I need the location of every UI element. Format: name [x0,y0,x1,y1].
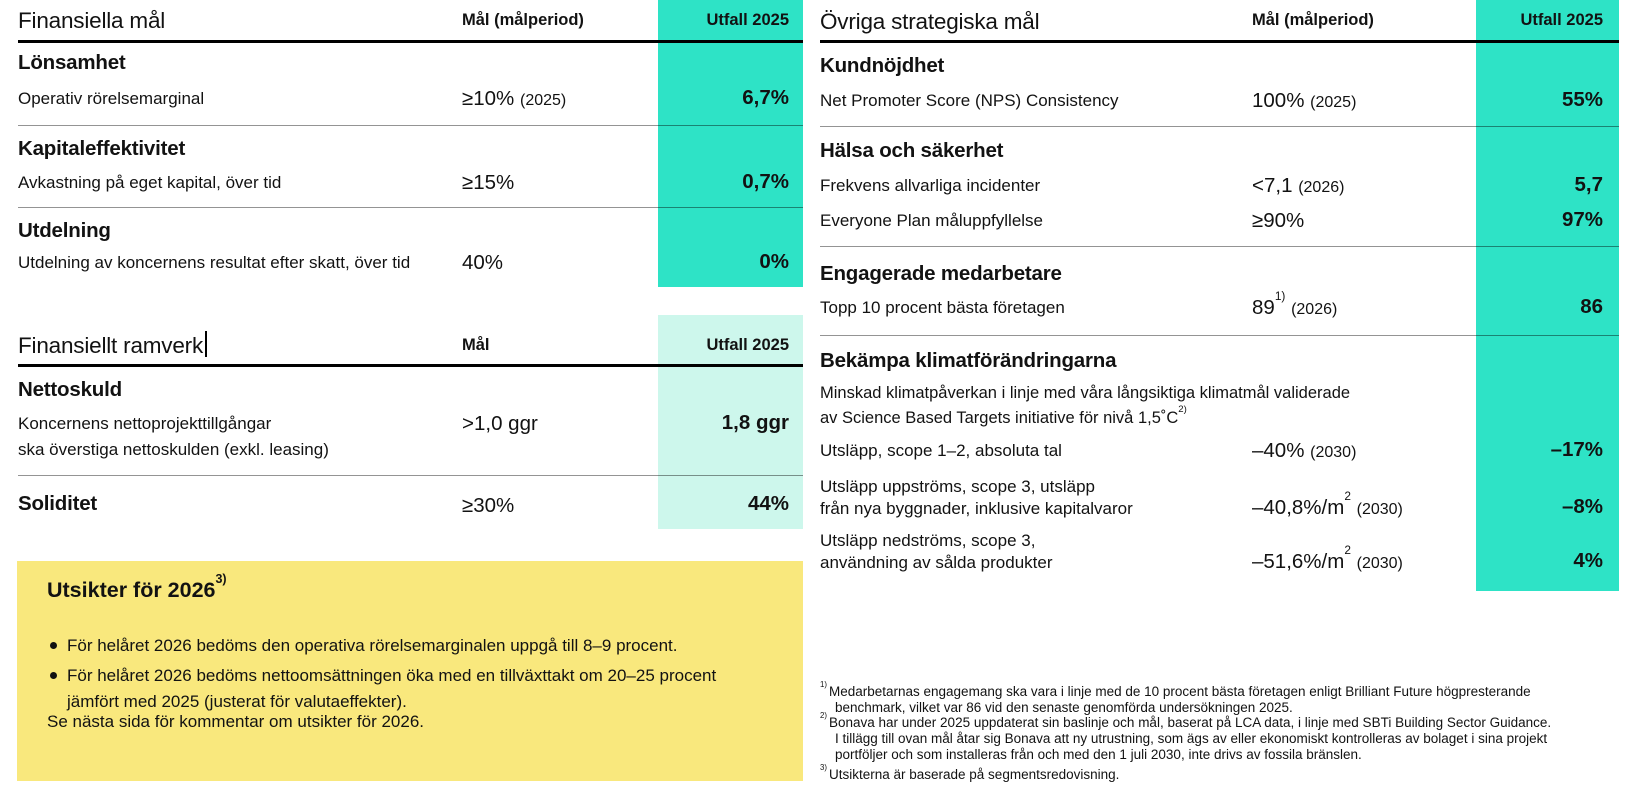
strategic-table-title: Övriga strategiska mål [820,9,1040,34]
outlook-footer: Se nästa sida för kommentar om utsikter för 2026. [47,712,425,731]
row-label: Avkastning på eget kapital, över tid [18,173,282,192]
row-goal: ≥90% [1252,209,1305,232]
row-outcome: –17% [1550,438,1603,461]
row-label-line1: Koncernens nettoprojekttillgångar [18,414,272,433]
row-outcome: 86 [1580,295,1603,318]
superscript-2: 2 [1344,489,1351,504]
financial-col-outcome: Utfall 2025 [706,11,789,29]
row-label-line2: från nya byggnader, inklusive kapitalvaror [820,499,1133,518]
strategic-col-goal: Mål (målperiod) [1252,11,1374,29]
row-goal: ≥30% [462,494,515,517]
row-label-line1: Utsläpp uppströms, scope 3, utsläpp [820,477,1095,496]
footnote-ref-3: 3) [215,571,227,586]
row-label: Utsläpp, scope 1–2, absoluta tal [820,441,1062,460]
row-subhead: Hälsa och säkerhet [820,139,1004,162]
row-label-line2: ska överstiga nettoskulden (exkl. leasing) [18,440,329,459]
row-label: Topp 10 procent bästa företagen [820,298,1065,317]
row-outcome: 4% [1573,549,1603,572]
framework-table-title[interactable]: Finansiellt ramverk [18,331,207,359]
row-goal: <7,1 (2026) [1252,174,1345,197]
row-label: Net Promoter Score (NPS) Consistency [820,91,1119,110]
footnote-ref-2: 2) [1178,403,1187,415]
row-goal: $-40,8\%/m^2$ (2030) [1252,489,1403,519]
row-separator [18,475,803,476]
row-goal: –40% (2030) [1252,439,1357,462]
strategic-col-outcome: Utfall 2025 [1520,11,1603,29]
row-outcome: 0,7% [742,170,789,193]
text-caret [205,331,207,357]
row-goal: >1,0 ggr [462,412,538,435]
row-subhead: Utdelning [18,219,111,242]
row-label-line1: Utsläpp nedströms, scope 3, [820,531,1036,550]
row-subhead: Kundnöjdhet [820,54,945,77]
footnote-marker: 3) [820,762,827,772]
row-subhead: Kapitaleffektivitet [18,137,186,160]
row-label: Everyone Plan måluppfyllelse [820,211,1044,230]
row-label: Utdelning av koncernens resultat efter skatt, över tid [18,253,411,272]
row-goal: 89$^{1)}$ (2026) [1252,289,1338,319]
financial-outcome-column-bg [658,0,803,287]
row-description-line1: Minskad klimatpåverkan i linje med våra långsiktiga klimatmål validerade [820,384,1351,402]
bullet-dot [50,642,57,649]
framework-col-outcome: Utfall 2025 [706,336,789,354]
outlook-bullet-1: För helåret 2026 bedöms den operativa rörelsemarginalen uppgå till 8–9 procent. [67,636,678,655]
footnote-marker: 1) [820,679,827,689]
footnote-ref-1: 1) [1274,289,1286,304]
financial-header-rule [18,40,803,43]
row-goal: ≥10% (2025) [462,87,567,110]
superscript-2: 2 [1344,543,1351,558]
row-separator [820,246,1619,247]
bullet-dot [50,672,57,679]
row-subhead: Engagerade medarbetare [820,262,1062,285]
footnote-3: $^{3)}$ Utsikterna är baserade på segmentsredovisning. [820,762,1120,782]
row-label: Frekvens allvarliga incidenter [820,176,1041,195]
outlook-title: Utsikter för 2026$^{3)}$ [47,571,227,602]
row-outcome: 44% [747,492,789,515]
row-subhead: Nettoskuld [18,378,122,401]
row-label: Operativ rörelsemarginal [18,89,205,108]
row-outcome: 1,8 ggr [721,411,789,434]
row-outcome: 97% [1561,208,1603,231]
row-goal: $-51,6\%/m^2$ (2030) [1252,543,1403,573]
footnote-2: $^{2)}$ Bonava har under 2025 uppdaterat sin baslinje och mål, baserat på LCA data, i linje med SBTi Building Sector Guidance. I tillägg till ovan mål åtar sig Bonava att ny utrustning, som ägs av eller ekonomiskt kontrolleras av bolaget i sina projekt portföljer och som installeras från och med den 1 juli 2030, inte drivs av fossila bränslen. [820,710,1552,762]
row-separator [820,126,1619,127]
outlook-bullet-2-line2: jämfört med 2025 (justerat för valutaeffekter). [67,692,407,711]
row-outcome: 6,7% [742,86,789,109]
framework-col-goal: Mål [462,336,490,354]
row-separator [18,207,803,208]
financial-col-goal: Mål (målperiod) [462,11,584,29]
row-subhead: Bekämpa klimatförändringarna [820,349,1117,372]
row-outcome: –8% [1561,495,1603,518]
outlook-bullet-2-line1: För helåret 2026 bedöms nettoomsättningen öka med en tillväxttakt om 20–25 procent [67,666,717,685]
row-outcome: 5,7 [1574,173,1603,196]
framework-header-rule [18,364,803,367]
row-separator [820,335,1619,336]
strategic-header-rule [820,40,1619,43]
row-goal: 40% [462,251,504,274]
footnote-marker: 2) [820,710,827,720]
row-goal: ≥15% [462,171,515,194]
footnote-1: $^{1)}$ Medarbetarnas engagemang ska vara i linje med de 10 procent bästa företagen enligt Brilliant Future högpresterande benchmark, vilket var 86 vid den senaste genomförda undersökningen 2025. [820,679,1531,715]
row-description-line2: av Science Based Targets initiative för nivå $1,5˚C^{2)}$ [820,403,1187,427]
row-subhead: Soliditet [18,492,98,515]
row-separator [18,125,803,126]
row-subhead: Lönsamhet [18,51,126,74]
financial-table-title: Finansiella mål [18,8,166,33]
row-label-line2: användning av sålda produkter [820,553,1053,572]
row-outcome: 0% [759,250,789,273]
row-goal: 100% (2025) [1252,89,1357,112]
row-outcome: 55% [1561,88,1603,111]
